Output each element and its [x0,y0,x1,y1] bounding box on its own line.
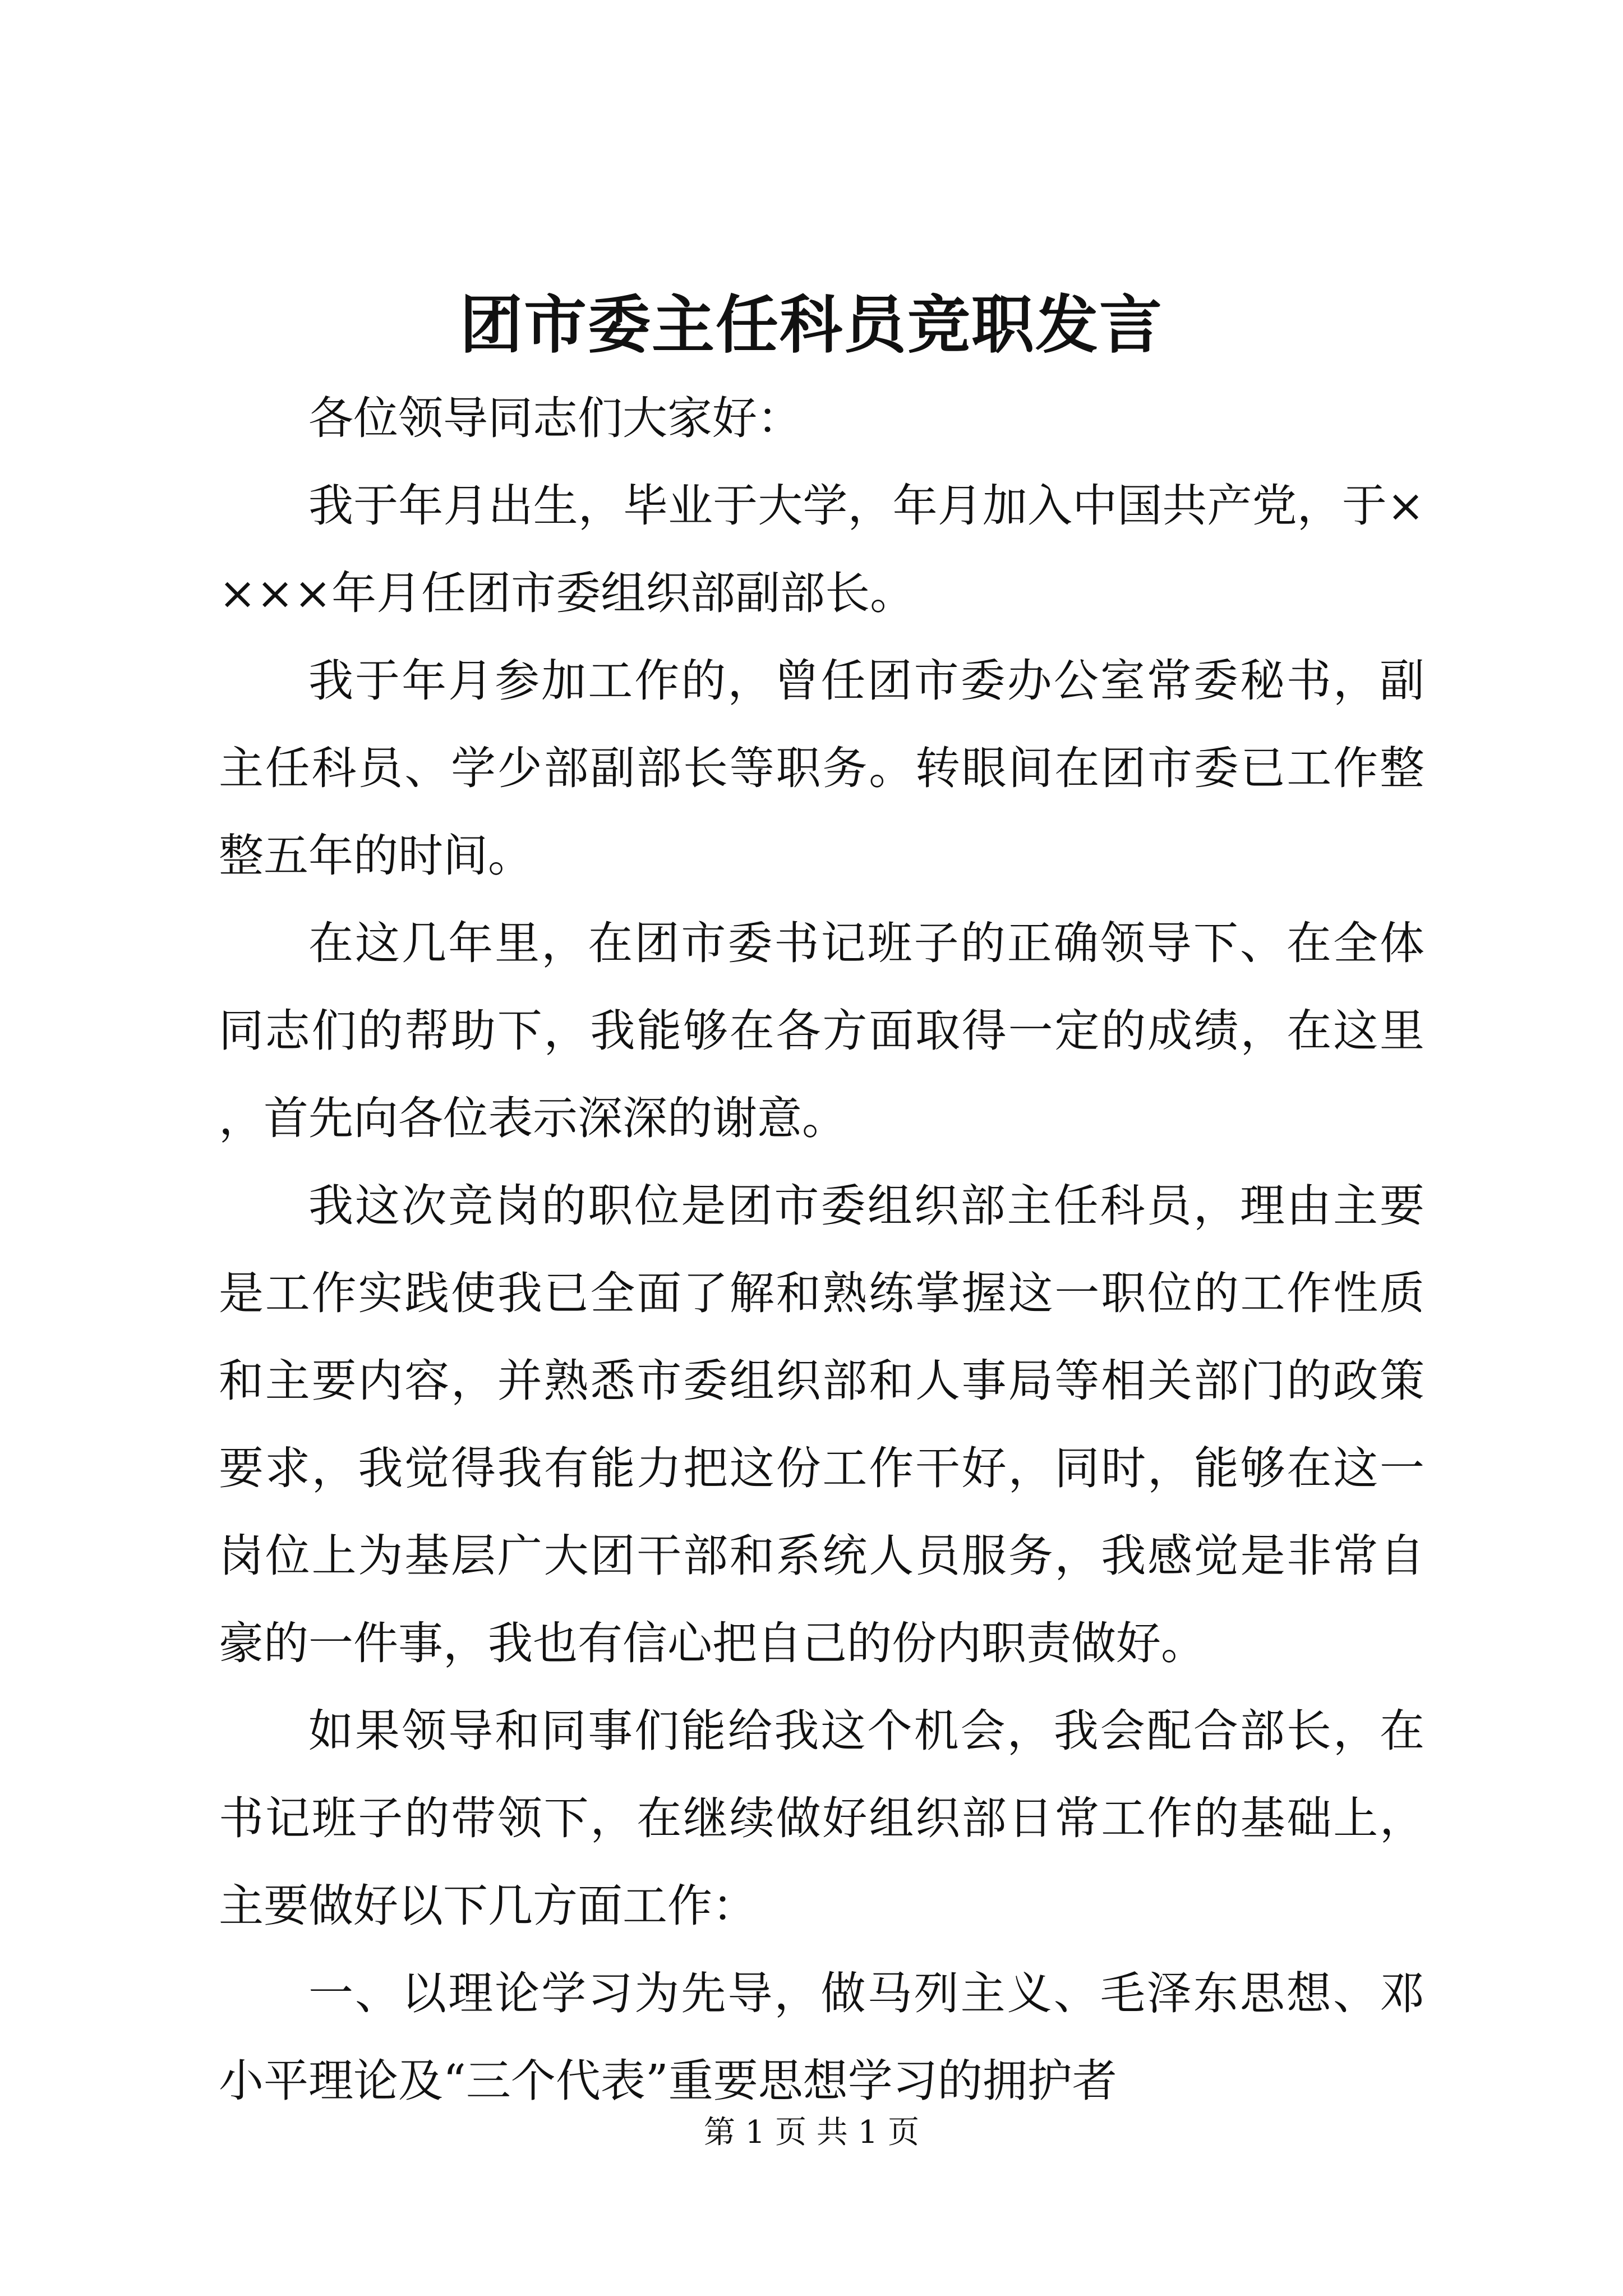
paragraph-gratitude: 在这几年里，在团市委书记班子的正确领导下、在全体同志们的帮助下，我能够在各方面取得一定的成绩，在这里，首先向各位表示深深的谢意。 [219,917,1424,1144]
page-indicator: 第 1 页 共 1 页 [703,2114,920,2151]
paragraph-greeting: 各位领导同志们大家好： [308,392,802,444]
document-body [219,375,1424,2125]
paragraph-experience: 我于年月参加工作的，曾任团市委办公室常委秘书，副主任科员、学少部副部长等职务。转眼间在团市委已工作整整五年的时间。 [219,655,1424,882]
document-title: 团市委主任科员竞职发言 [460,288,1163,362]
paragraph-background: 我于年月出生，毕业于大学，年月加入中国共产党，于××××年月任团市委组织部副部长。 [219,480,1424,619]
paragraph-point-one: 一、以理论学习为先导，做马列主义、毛泽东思想、邓小平理论及“三个代表”重要思想学习的拥护者 [219,1967,1424,2107]
paragraph-reason: 我这次竞岗的职位是团市委组织部主任科员，理由主要是工作实践使我已全面了解和熟练掌握这一职位的工作性质和主要内容，并熟悉市委组织部和人事局等相关部门的政策要求，我觉得我有能力把这份工作干好，同时，能够在这一岗位上为基层广大团干部和系统人员服务，我感觉是非常自豪的一件事，我也有信心把自己的份内职责做好。 [219,1180,1424,1669]
paragraph-plan: 如果领导和同事们能给我这个机会，我会配合部长，在书记班子的带领下，在继续做好组织部日常工作的基础上，主要做好以下几方面工作： [219,1705,1424,1932]
